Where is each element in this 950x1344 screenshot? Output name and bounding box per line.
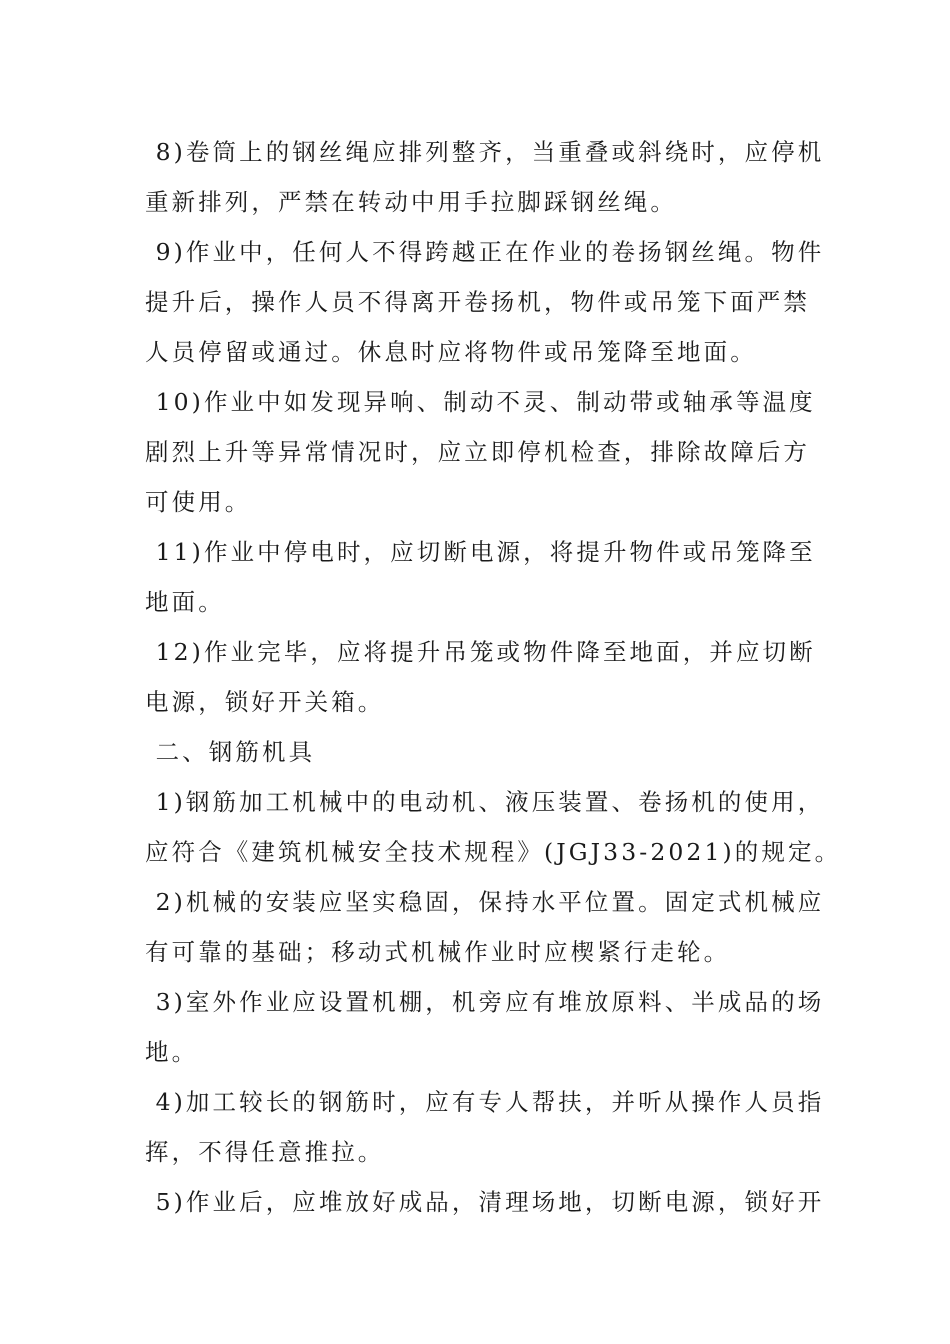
text-line: 有可靠的基础；移动式机械作业时应楔紧行走轮。 <box>145 938 731 966</box>
text-line: 8)卷筒上的钢丝绳应排列整齐，当重叠或斜绕时，应停机 <box>145 138 825 166</box>
text-line: 11)作业中停电时，应切断电源，将提升物件或吊笼降至 <box>145 538 816 566</box>
text-line: 1)钢筋加工机械中的电动机、液压装置、卷扬机的使用， <box>145 788 825 816</box>
text-line: 电源，锁好开关箱。 <box>145 688 385 716</box>
text-line: 挥，不得任意推拉。 <box>145 1138 385 1166</box>
text-line: 10)作业中如发现异响、制动不灵、制动带或轴承等温度 <box>145 388 816 416</box>
text-line: 可使用。 <box>145 488 252 516</box>
text-line: 人员停留或通过。休息时应将物件或吊笼降至地面。 <box>145 338 757 366</box>
text-line: 3)室外作业应设置机棚，机旁应有堆放原料、半成品的场 <box>145 988 825 1016</box>
text-line: 地面。 <box>145 588 225 616</box>
text-line: 重新排列，严禁在转动中用手拉脚踩钢丝绳。 <box>145 188 677 216</box>
text-line: 5)作业后，应堆放好成品，清理场地，切断电源，锁好开 <box>145 1188 825 1216</box>
text-line: 12)作业完毕，应将提升吊笼或物件降至地面，并应切断 <box>145 638 816 666</box>
text-line: 剧烈上升等异常情况时，应立即停机检查，排除故障后方 <box>145 438 810 466</box>
text-line: 地。 <box>145 1038 199 1066</box>
text-line: 应符合《建筑机械安全技术规程》(JGJ33-2021)的规定。 <box>145 838 842 866</box>
text-line: 2)机械的安装应坚实稳固，保持水平位置。固定式机械应 <box>145 888 825 916</box>
text-line: 提升后，操作人员不得离开卷扬机，物件或吊笼下面严禁 <box>145 288 810 316</box>
text-line: 9)作业中，任何人不得跨越正在作业的卷扬钢丝绳。物件 <box>145 238 825 266</box>
section-heading: 二、钢筋机具 <box>145 738 316 766</box>
text-line: 4)加工较长的钢筋时，应有专人帮扶，并听从操作人员指 <box>145 1088 825 1116</box>
